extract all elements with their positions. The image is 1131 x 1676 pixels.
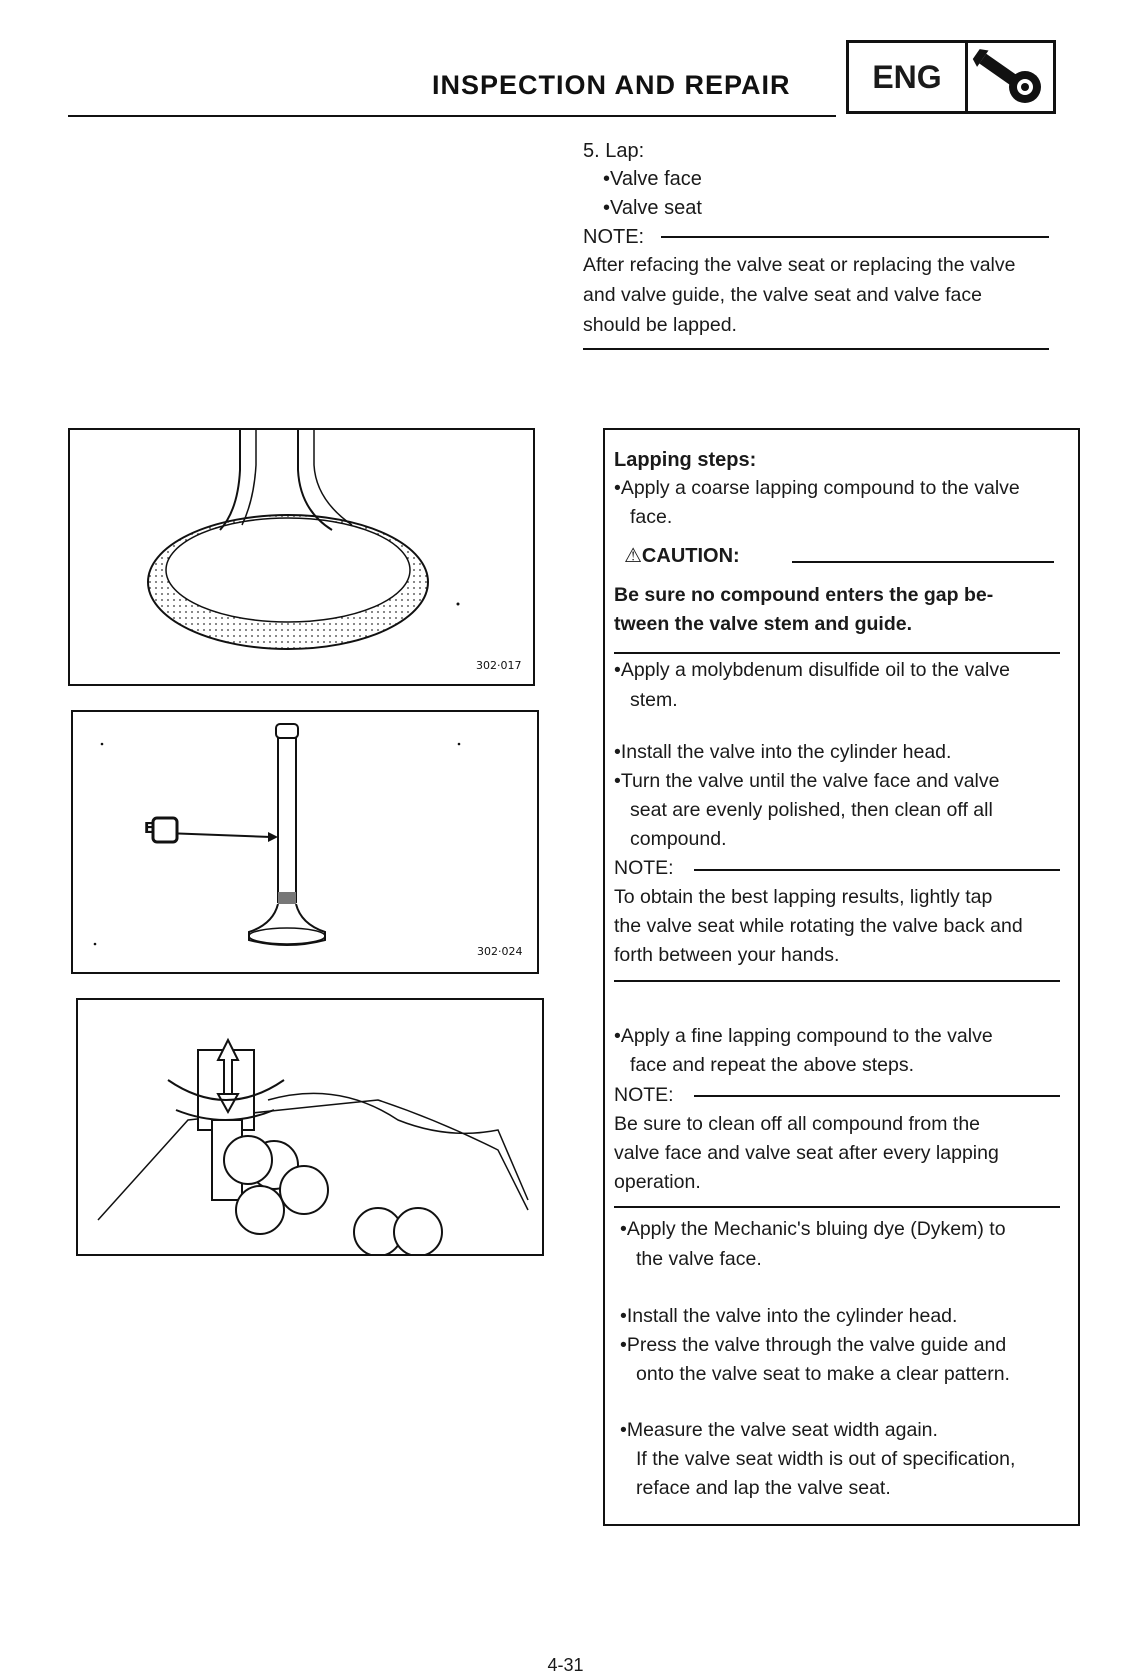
lapping-title: Lapping steps: [614, 449, 757, 471]
note-text: should be lapped. [583, 314, 737, 336]
step-line: •Install the valve into the cylinder head. [614, 741, 952, 763]
valve-face-illustration [70, 430, 533, 684]
step-line: face and repeat the above steps. [630, 1054, 915, 1076]
step-line: •Press the valve through the valve guide and [620, 1334, 1007, 1356]
figure-code: 302·024 [477, 945, 523, 958]
step-line: •Apply a fine lapping compound to the valve [614, 1025, 993, 1047]
step-line: compound. [630, 828, 727, 850]
caution-rule [792, 561, 1054, 563]
step-line: onto the valve seat to make a clear pattern. [636, 1363, 1010, 1385]
list-item: •Valve seat [603, 197, 702, 219]
page-number: 4-31 [547, 1655, 584, 1675]
note-rule [661, 236, 1049, 238]
list-item: •Valve face [603, 168, 702, 190]
section-label: ENG [849, 43, 968, 111]
note-label: NOTE: [583, 226, 645, 248]
note-text: forth between your hands. [614, 944, 840, 966]
page-title: INSPECTION AND REPAIR [432, 70, 791, 100]
caution-text: Be sure no compound enters the gap be- [614, 584, 994, 606]
step-line: •Apply the Mechanic's bluing dye (Dykem) to [620, 1218, 1006, 1240]
note-label: NOTE: [614, 857, 674, 879]
note-text: valve face and valve seat after every lapping [614, 1142, 999, 1164]
callout-letter: E [143, 819, 155, 837]
lapping-illustration [78, 1000, 542, 1254]
note-end-rule [583, 348, 1049, 350]
header-rule [68, 115, 836, 117]
lapping-figure [76, 998, 544, 1256]
figure-code: 302·017 [476, 659, 522, 672]
caution-text: tween the valve stem and guide. [614, 613, 913, 635]
note-end-rule [614, 980, 1060, 982]
note-text: Be sure to clean off all compound from the [614, 1113, 981, 1135]
step-heading: 5. Lap: [583, 140, 645, 162]
note-label: NOTE: [614, 1084, 674, 1106]
step-line: seat are evenly polished, then clean off all [630, 799, 993, 821]
step-line: the valve face. [636, 1248, 762, 1270]
step-line: •Apply a coarse lapping compound to the valve [614, 477, 1020, 499]
valve-face-figure [68, 428, 535, 686]
step-line: •Measure the valve seat width again. [620, 1419, 938, 1441]
section-badge [846, 40, 1056, 114]
note-rule [694, 869, 1060, 871]
step-line: face. [630, 506, 673, 528]
step-line: •Turn the valve until the valve face and valve [614, 770, 1000, 792]
valve-stem-figure [71, 710, 539, 974]
step-line: reface and lap the valve seat. [636, 1477, 891, 1499]
note-text: After refacing the valve seat or replacing the valve [583, 254, 1016, 276]
valve-stem-illustration [73, 712, 537, 972]
caution-label: ⚠CAUTION: [624, 545, 740, 567]
caution-end-rule [614, 652, 1060, 654]
note-text: the valve seat while rotating the valve back and [614, 915, 1023, 937]
step-line: If the valve seat width is out of specification, [636, 1448, 1016, 1470]
note-end-rule [614, 1206, 1060, 1208]
note-text: and valve guide, the valve seat and valve face [583, 284, 982, 306]
note-rule [694, 1095, 1060, 1097]
step-line: •Apply a molybdenum disulfide oil to the valve [614, 659, 1010, 681]
note-text: operation. [614, 1171, 701, 1193]
note-text: To obtain the best lapping results, lightly tap [614, 886, 993, 908]
step-line: •Install the valve into the cylinder head. [620, 1305, 958, 1327]
wrench-icon [969, 47, 1051, 109]
step-line: stem. [630, 689, 678, 711]
